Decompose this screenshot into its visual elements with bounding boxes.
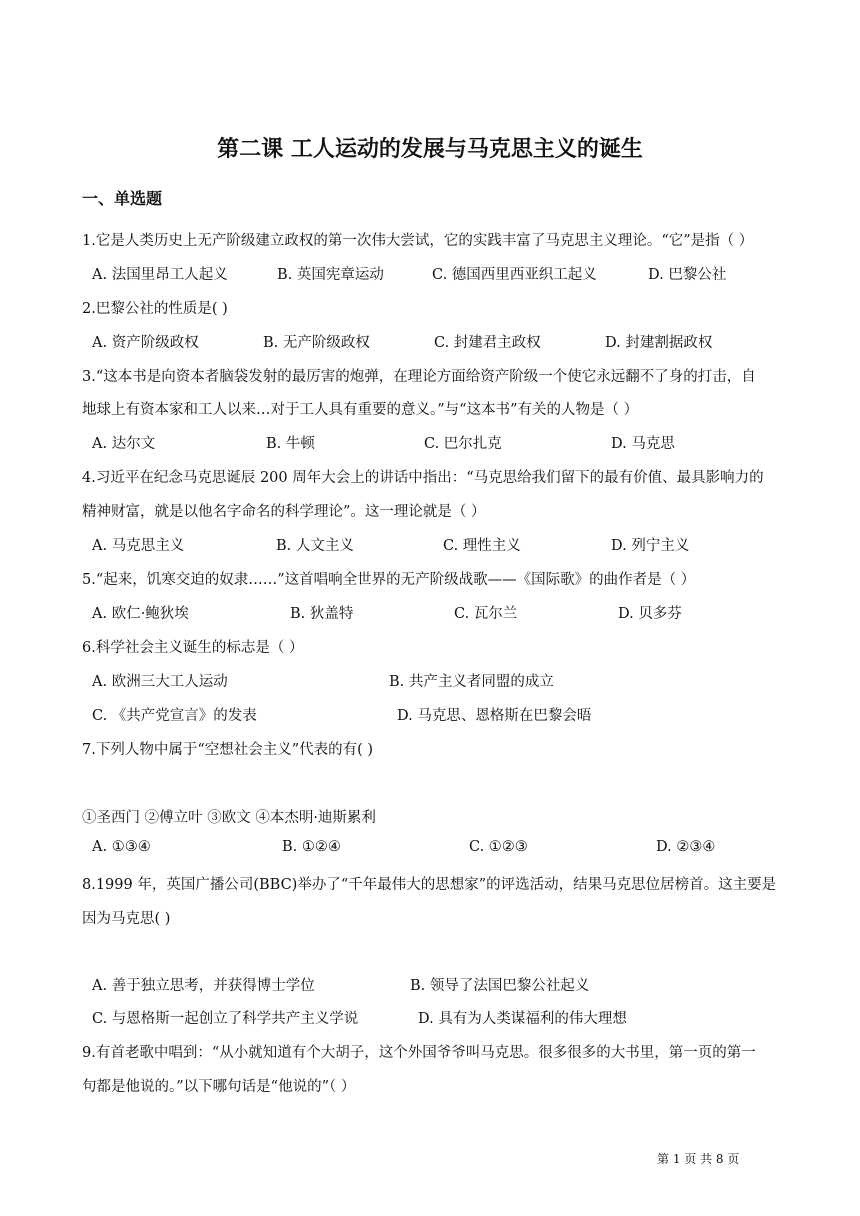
question-5-option-b: B. 狄盖特 xyxy=(290,606,354,622)
question-3-option-c: C. 巴尔扎克 xyxy=(424,436,502,452)
question-4-stem-line-1: 4.习近平在纪念马克思诞辰 200 周年大会上的讲话中指出：“马克思给我们留下的最有价值、最具影响力的 xyxy=(82,470,764,486)
question-8-option-d: D. 具有为人类谋福利的伟大理想 xyxy=(418,1011,627,1027)
question-1-option-c: C. 德国西里西亚织工起义 xyxy=(432,267,597,283)
question-2-option-a: A. 资产阶级政权 xyxy=(92,335,199,351)
question-1-option-a: A. 法国里昂工人起义 xyxy=(92,267,228,283)
question-4-option-a: A. 马克思主义 xyxy=(92,538,185,554)
question-7-option-c: C. ①②③ xyxy=(469,839,528,855)
question-2-option-d: D. 封建割据政权 xyxy=(605,335,713,351)
question-4-option-d: D. 列宁主义 xyxy=(611,538,690,554)
section-heading: 一、单选题 xyxy=(82,189,163,208)
question-3-stem-line-2: 地球上有资本家和工人以来…对于工人具有重要的意义。”与“这本书”有关的人物是（ ） xyxy=(82,402,639,418)
question-1-option-d: D. 巴黎公社 xyxy=(648,267,727,283)
question-5-option-d: D. 贝多芬 xyxy=(618,606,682,622)
question-7-items: ①圣西门 ②傅立叶 ③欧文 ④本杰明·迪斯累利 xyxy=(82,810,376,826)
question-6-option-a: A. 欧洲三大工人运动 xyxy=(92,674,228,690)
question-2-option-c: C. 封建君主政权 xyxy=(434,335,541,351)
question-5-option-c: C. 瓦尔兰 xyxy=(454,606,518,622)
question-8-stem-line-2: 因为马克思( ) xyxy=(82,911,171,927)
question-4-option-b: B. 人文主义 xyxy=(276,538,354,554)
question-6-option-d: D. 马克思、恩格斯在巴黎会晤 xyxy=(397,708,592,724)
question-2-option-b: B. 无产阶级政权 xyxy=(263,335,370,351)
question-6-stem: 6.科学社会主义诞生的标志是（ ） xyxy=(82,640,304,656)
question-6-option-c: C. 《共产党宣言》的发表 xyxy=(92,708,257,724)
question-7-option-b: B. ①②④ xyxy=(282,839,341,855)
question-7-option-a: A. ①③④ xyxy=(92,839,151,855)
question-8-stem-line-1: 8.1999 年，英国广播公司(BBC)举办了“千年最伟大的思想家”的评选活动，结果马克思位居榜首。这主要是 xyxy=(82,877,777,893)
question-1-stem: 1.它是人类历史上无产阶级建立政权的第一次伟大尝试，它的实践丰富了马克思主义理论。“它”是指（ ） xyxy=(82,233,754,249)
question-5-stem: 5.“起来，饥寒交迫的奴隶……”这首唱响全世界的无产阶级战歌——《国际歌》的曲作者是（ ） xyxy=(82,572,696,588)
question-3-option-a: A. 达尔文 xyxy=(92,436,156,452)
question-4-stem-line-2: 精神财富，就是以他名字命名的科学理论”。这一理论就是（ ） xyxy=(82,504,486,520)
question-2-stem: 2.巴黎公社的性质是( ) xyxy=(82,301,228,317)
question-8-option-a: A. 善于独立思考，并获得博士学位 xyxy=(92,978,315,994)
question-9-stem-line-1: 9.有首老歌中唱到：“从小就知道有个大胡子，这个外国爷爷叫马克思。很多很多的大书里，第一页的第一 xyxy=(82,1045,756,1061)
question-1-option-b: B. 英国宪章运动 xyxy=(277,267,384,283)
document-title: 第二课 工人运动的发展与马克思主义的诞生 xyxy=(217,137,643,162)
question-7-stem: 7.下列人物中属于“空想社会主义”代表的有( ) xyxy=(82,742,374,758)
page-footer: 第 1 页 共 8 页 xyxy=(657,1152,740,1166)
question-9-stem-line-2: 句都是他说的。”以下哪句话是“他说的”（ ） xyxy=(82,1079,356,1095)
question-5-option-a: A. 欧仁·鲍狄埃 xyxy=(92,606,189,622)
question-3-option-b: B. 牛顿 xyxy=(266,436,315,452)
question-6-option-b: B. 共产主义者同盟的成立 xyxy=(389,674,554,690)
question-8-option-c: C. 与恩格斯一起创立了科学共产主义学说 xyxy=(92,1011,359,1027)
question-3-stem-line-1: 3.“这本书是向资本者脑袋发射的最厉害的炮弹，在理论方面给资产阶级一个使它永远翻不了身的打击，自 xyxy=(82,369,756,385)
question-4-option-c: C. 理性主义 xyxy=(443,538,521,554)
question-7-option-d: D. ②③④ xyxy=(656,839,716,855)
question-8-option-b: B. 领导了法国巴黎公社起义 xyxy=(410,978,590,994)
question-3-option-d: D. 马克思 xyxy=(611,436,675,452)
